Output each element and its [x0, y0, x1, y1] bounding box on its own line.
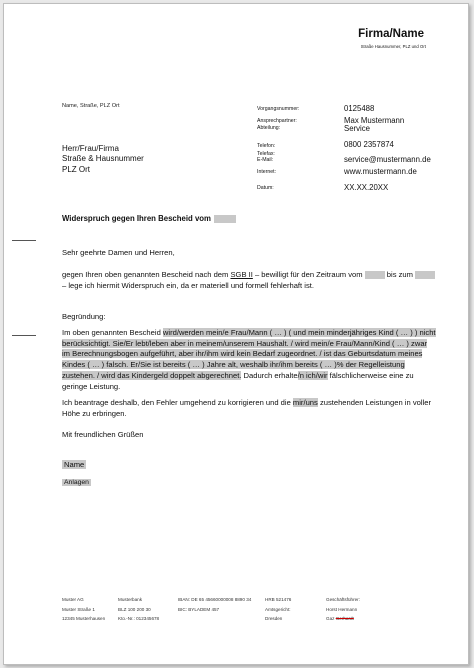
info-value: 0125488: [344, 104, 375, 113]
footer-column-management: [326, 595, 386, 624]
footer-item: 12345 Musterhausen: [62, 616, 106, 622]
footer-item: Muster AG: [62, 597, 84, 602]
info-value: 0800 2357874: [344, 139, 394, 149]
fold-mark: [12, 240, 36, 241]
company-address: Straße Hausnummer, PLZ und Ort: [360, 44, 426, 49]
info-block: [257, 105, 452, 195]
law-reference: SGB II: [230, 270, 253, 279]
footer-column-iban: [178, 595, 265, 624]
start-date-placeholder: [365, 271, 385, 279]
reason-paragraph: [62, 328, 437, 392]
struck-word: Gerhardt: [335, 616, 354, 622]
sender-line: Name, Straße, PLZ Ort: [62, 103, 120, 109]
reason-highlight: /n ich/wir: [297, 370, 328, 380]
intro-text: – bewilligt für den Zeitraum vom: [252, 270, 365, 279]
info-row-website: [257, 168, 452, 176]
footer-item: Dresden: [265, 616, 283, 622]
date-placeholder: [214, 215, 236, 223]
company-name: Firma/Name: [358, 28, 424, 40]
reason-text: Dadurch erhalte: [241, 370, 298, 380]
document-page: [3, 3, 469, 665]
request-paragraph: [62, 398, 437, 419]
footer-item: [326, 614, 386, 624]
footer-item: Kto.-Nr.: 012345678: [118, 616, 160, 622]
enclosure: Anlagen: [64, 479, 89, 486]
footer-column-bank: [118, 595, 178, 624]
closing: Mit freundlichen Grüßen: [62, 430, 144, 439]
request-text: zustehenden Leistungen in voller Höhe zu erbringen.: [62, 398, 431, 418]
intro-paragraph: [62, 270, 437, 291]
signature-name-row: [62, 460, 86, 471]
info-row-case-number: [257, 105, 452, 113]
footer-item: IBAN: DE 65 45660000008 8890 34: [178, 597, 252, 602]
subject-text: Widerspruch gegen Ihren Bescheid vom: [62, 214, 211, 223]
info-label: Ansprechpartner: Abteilung:: [257, 117, 297, 131]
info-value: XX.XX.20XX: [344, 182, 389, 192]
punch-mark: [12, 335, 36, 336]
reason-text: Im oben genannten Bescheid: [62, 328, 163, 337]
recipient-name: Herr/Frau/Firma: [62, 144, 119, 153]
footer: [62, 595, 446, 624]
enclosure-row: [62, 478, 91, 489]
reason-heading: Begründung:: [62, 312, 106, 321]
footer-item: BLZ 100 200 30: [118, 606, 151, 612]
footer-item: Horst Hermann: [326, 606, 358, 612]
reason-text: fälschlicherweise eine zu geringe Leistung.: [62, 370, 414, 391]
info-label: E-Mail:: [257, 157, 274, 164]
intro-text: gegen Ihren oben genannten Bescheid nach dem: [62, 270, 231, 279]
info-label: Internet:: [257, 168, 277, 175]
request-highlight: mir/uns: [292, 398, 318, 407]
intro-text: – lege ich hiermit Widerspruch ein, da er materiell und formell fehlerhaft ist.: [62, 280, 314, 290]
footer-item: Musterbank: [118, 597, 143, 602]
footer-item: Geschäftsführer:: [326, 597, 360, 602]
footer-manager-name: Gaz Gerhardt: [326, 616, 354, 622]
info-row-date: [257, 184, 452, 192]
recipient-street: Straße & Hausnummer: [62, 154, 144, 164]
recipient-address: [62, 144, 144, 175]
end-date-placeholder: [415, 271, 435, 279]
request-text: Ich beantrage deshalb, den Fehler umgehend zu korrigieren und die: [62, 398, 293, 407]
salutation: Sehr geehrte Damen und Herren,: [62, 248, 175, 257]
footer-column-register: [265, 595, 326, 624]
signature-name: Name: [64, 460, 85, 469]
info-row-email: [257, 156, 452, 164]
footer-column-company: [62, 595, 118, 624]
footer-item: BIC: BYLADEM 457: [178, 606, 220, 612]
subject-line: [62, 214, 236, 223]
info-value: www.mustermann.de: [344, 166, 417, 176]
footer-item: HRB 521476: [265, 597, 292, 602]
footer-item: Amtsgericht:: [265, 606, 291, 612]
info-value: service@mustermann.de: [344, 155, 431, 165]
intro-text: bis zum: [384, 270, 416, 279]
info-value: Max Mustermann Service: [344, 115, 405, 133]
info-label: Vorgangsnummer:: [257, 106, 300, 112]
info-label: Telefon: Telefax:: [257, 142, 276, 158]
info-label: Datum:: [257, 184, 274, 191]
info-row-contact: [257, 117, 452, 133]
footer-item: Muster Straße 1: [62, 606, 95, 612]
reason-highlight: wird/werden mein/e Frau/Mann ( … ) ( und mein minderjähriges Kind ( … ) ) nicht berücksichtigt. Sie/Er lebt/leben aber in meinem/unserem Haushalt. / wird mein/e Frau/Mann/Kind ( … ) zwar im Berechnungsbogen aufgeführt, aber ihr/ihm wird kein Bedarf zugeordnet. / ist das Geburtsdatum meines Kindes ( … ) falsch. Er/Sie ist bereits ( … ) Jahre alt, weshalb ihr/ihm bereits ( … )% der Regelleistung zustehen. / wird das Kindergeld doppelt abgerechnet.: [62, 328, 436, 380]
recipient-city: PLZ Ort: [62, 164, 91, 174]
